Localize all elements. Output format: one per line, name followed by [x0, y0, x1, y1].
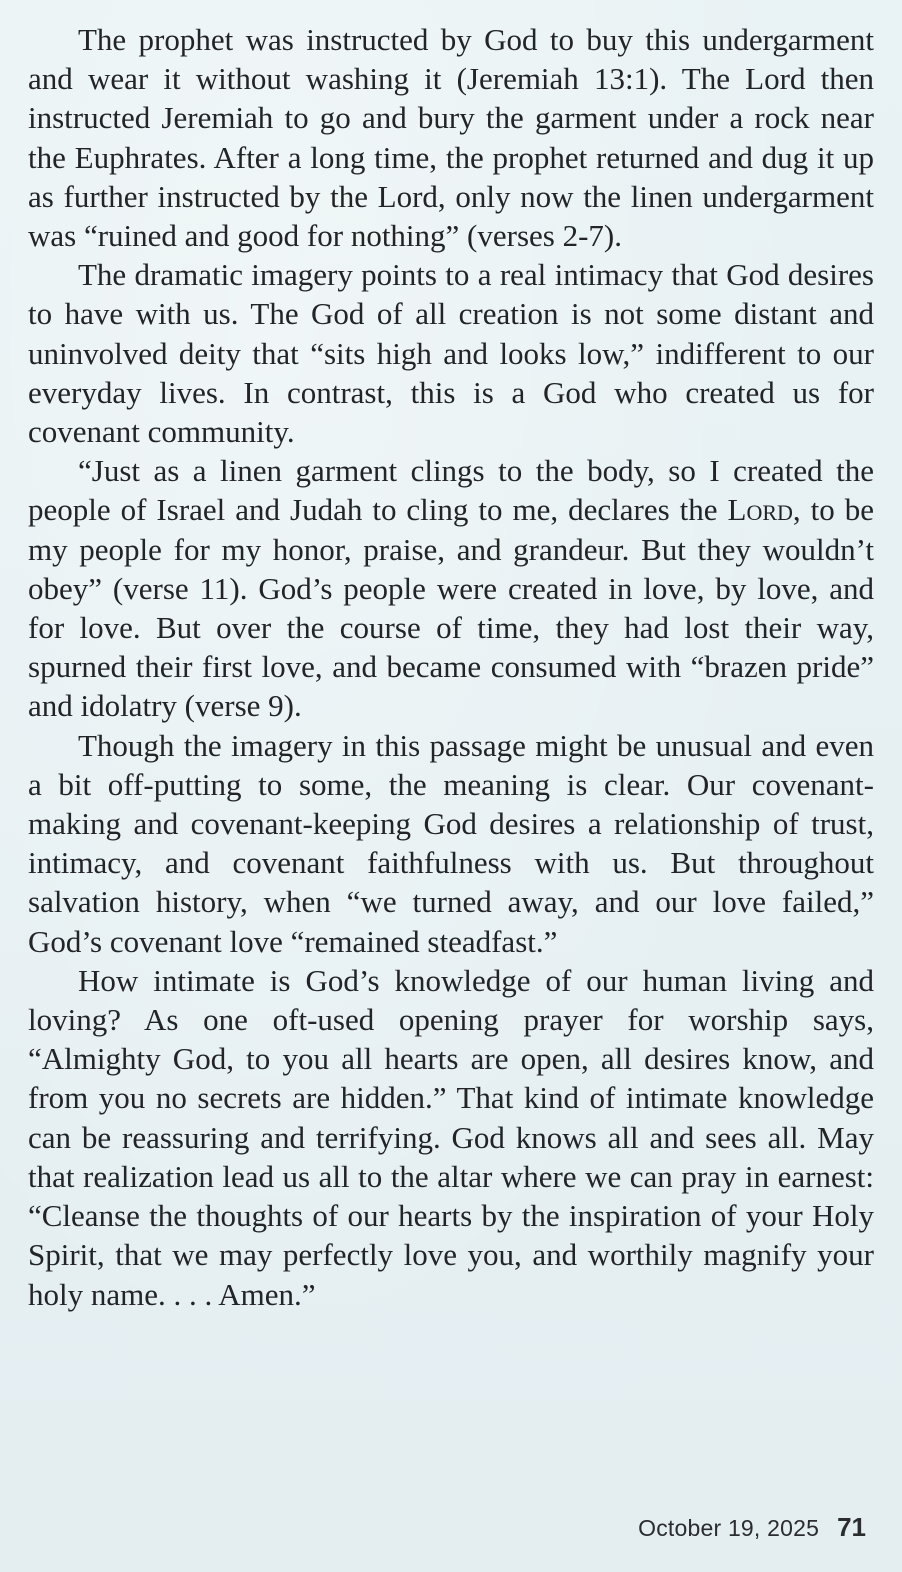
- paragraph-2: The dramatic imagery points to a real intimacy that God desires to have with us. The God of all creation is not some distant and uninvolved deity that “sits high and looks low,” indifferent to our everyday lives. In contrast, this is a God who created us for covenant community.: [28, 257, 874, 450]
- footer-date: October 19, 2025: [638, 1515, 820, 1541]
- paragraph-4: Though the imagery in this passage might be unusual and even a bit off-putting to some, the meaning is clear. Our covenant-making and covenant-keeping God desires a relationship of trust, intimacy, and covenant faithfulness with us. But throughout salvation history, when “we turned away, and our love failed,” God’s covenant love “remained steadfast.”: [28, 727, 874, 959]
- page-number: 71: [837, 1512, 866, 1542]
- article-body: [28, 20, 874, 1314]
- page-footer: [638, 1512, 866, 1543]
- lord-small-caps: Lord: [727, 492, 793, 528]
- paragraph-3: [28, 451, 874, 725]
- paragraph-5: How intimate is God’s knowledge of our human living and loving? As one oft-used opening prayer for worship says, “Almighty God, to you all hearts are open, all desires know, and from you no secrets are hidden.” That kind of intimate knowledge can be reassuring and terrifying. God knows all and sees all. May that realization lead us all to the altar where we can pray in earnest: “Cleanse the thoughts of our hearts by the inspiration of your Holy Spirit, that we may perfectly love you, and worthily magnify your holy name. . . . Amen.”: [28, 962, 874, 1312]
- paragraph-1: The prophet was instructed by God to buy this undergarment and wear it without washing it (Jeremiah 13:1). The Lord then instructed Jeremiah to go and bury the garment under a rock near the Euphrates. After a long time, the prophet returned and dug it up as further instructed by the Lord, only now the linen undergarment was “ruined and good for nothing” (verses 2-7).: [28, 22, 874, 254]
- paragraph-3-part-2: , to be my people for my honor, praise, and grandeur. But they wouldn’t obey” (verse 11). God’s people were created in love, by love, and for love. But over the course of time, they had lost their way, spurned their first love, and became consumed with “brazen pride” and idolatry (verse 9).: [28, 492, 875, 724]
- paragraph-3-part-1: “Just as a linen garment clings to the body, so I created the people of Israel and Judah to cling to me, declares the: [28, 453, 874, 528]
